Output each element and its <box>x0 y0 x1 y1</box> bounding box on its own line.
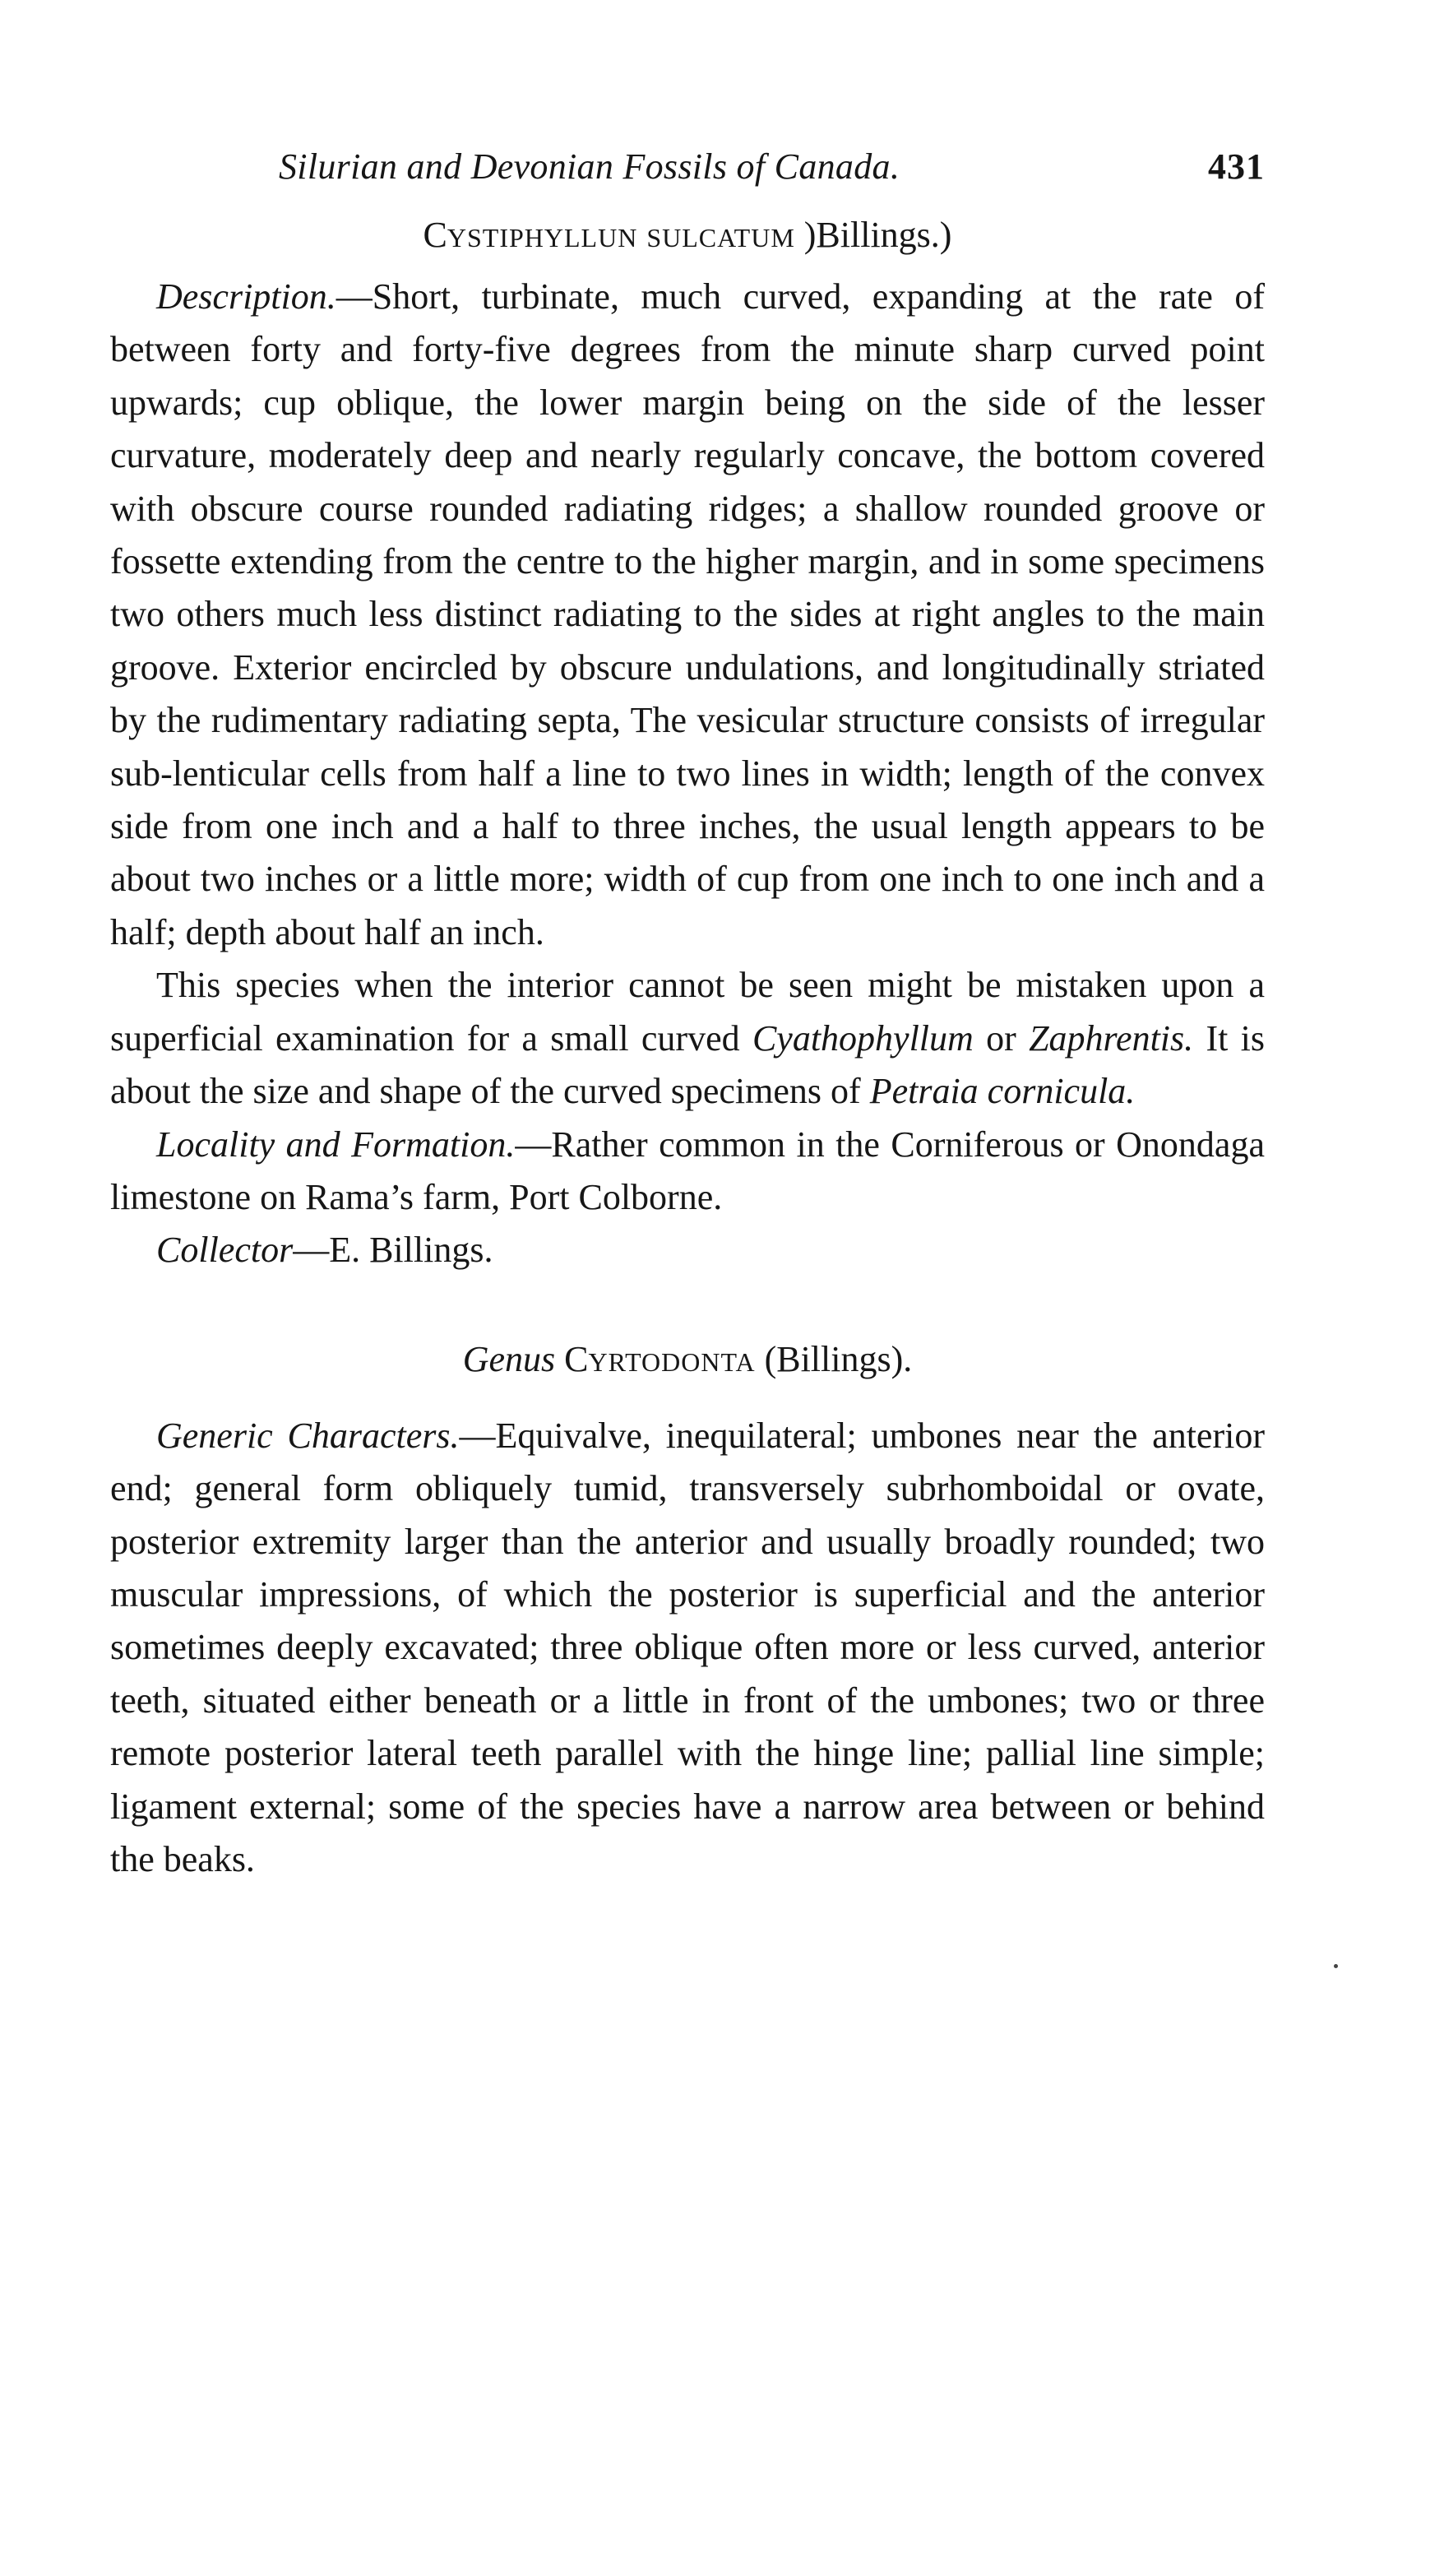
genus-heading-label: Genus <box>462 1338 556 1379</box>
remark-taxon-zaphrentis: Zaphrentis. <box>1029 1017 1194 1059</box>
locality-paragraph <box>110 1119 1265 1225</box>
genus-heading-author: (Billings). <box>764 1338 913 1379</box>
species-heading-genus-initial: C <box>423 215 447 255</box>
page-number: 431 <box>1208 146 1265 187</box>
remark-taxon-petraia: Petraia cornicula. <box>869 1071 1136 1112</box>
locality-label: Locality and Formation. <box>156 1124 516 1165</box>
remark-taxon-cyathophyllum: Cyathophyllum <box>752 1017 974 1059</box>
margin-speck <box>1334 1964 1338 1968</box>
remark-text-1: This species when the interior cannot be seen might be mistaken upon a superficial examination for a small curved <box>110 965 1265 1059</box>
species-heading-species: SULCATUM <box>646 223 795 253</box>
collector-paragraph <box>110 1224 1265 1276</box>
page <box>110 138 1265 1886</box>
species-heading-genus-rest: YSTIPHYLLUN <box>447 223 638 253</box>
remark-text-3: It is about the size and shape of the curved specimens of <box>110 1017 1265 1112</box>
generic-characters-text: —Equivalve, inequilateral; umbones near the anterior end; general form obliquely tumid, transversely subrhomboidal or ovate, posterior extremity larger than the anterior and usually broadly rounded; two muscular impressions, of which the posterior is superficial and the anterior sometimes deeply excavated; three oblique often more or less curved, anterior teeth, situated either beneath or a little in front of the umbones; two or three remote posterior lateral teeth parallel with the hinge line; pallial line simple; ligament external; some of the species have a narrow area between or behind the beaks. <box>110 1415 1265 1879</box>
description-paragraph <box>110 271 1265 959</box>
description-text: —Short, turbinate, much curved, expanding at the rate of between forty and forty-five degrees from the minute sharp curved point upwards; cup oblique, the lower margin being on the side of the lesser curvature, moderately deep and nearly regularly concave, the bottom covered with obscure course rounded radiating ridges; a shallow rounded groove or fossette extending from the centre to the higher margin, and in some specimens two others much less distinct radiating to the sides at right angles to the main groove. Exterior encircled by obscure undulations, and longitudinally striated by the rudimentary radiating septa, The vesicular structure consists of irregular sub-lenticular cells from half a line to two lines in width; length of the convex side from one inch and a half to three inches, the usual length appears to be about two inches or a little more; width of cup from one inch to one inch and a half; depth about half an inch. <box>110 276 1265 952</box>
genus-heading-rest: YRTODONTA <box>588 1346 756 1377</box>
remark-paragraph <box>110 959 1265 1118</box>
running-title: Silurian and Devonian Fossils of Canada. <box>279 146 900 187</box>
running-header <box>110 138 1265 196</box>
generic-characters-paragraph <box>110 1410 1265 1887</box>
genus-heading <box>110 1333 1265 1388</box>
collector-text: —E. Billings. <box>293 1230 493 1271</box>
species-heading <box>110 209 1265 264</box>
remark-text-2: or <box>973 1017 1030 1059</box>
genus-heading-initial: C <box>564 1338 589 1379</box>
generic-characters-label: Generic Characters. <box>156 1415 460 1456</box>
collector-label: Collector <box>156 1230 294 1271</box>
locality-text: —Rather common in the Corniferous or Onondaga limestone on Rama’s farm, Port Colborne. <box>110 1124 1265 1217</box>
species-heading-author: )Billings.) <box>803 215 952 255</box>
description-label: Description. <box>156 276 336 317</box>
